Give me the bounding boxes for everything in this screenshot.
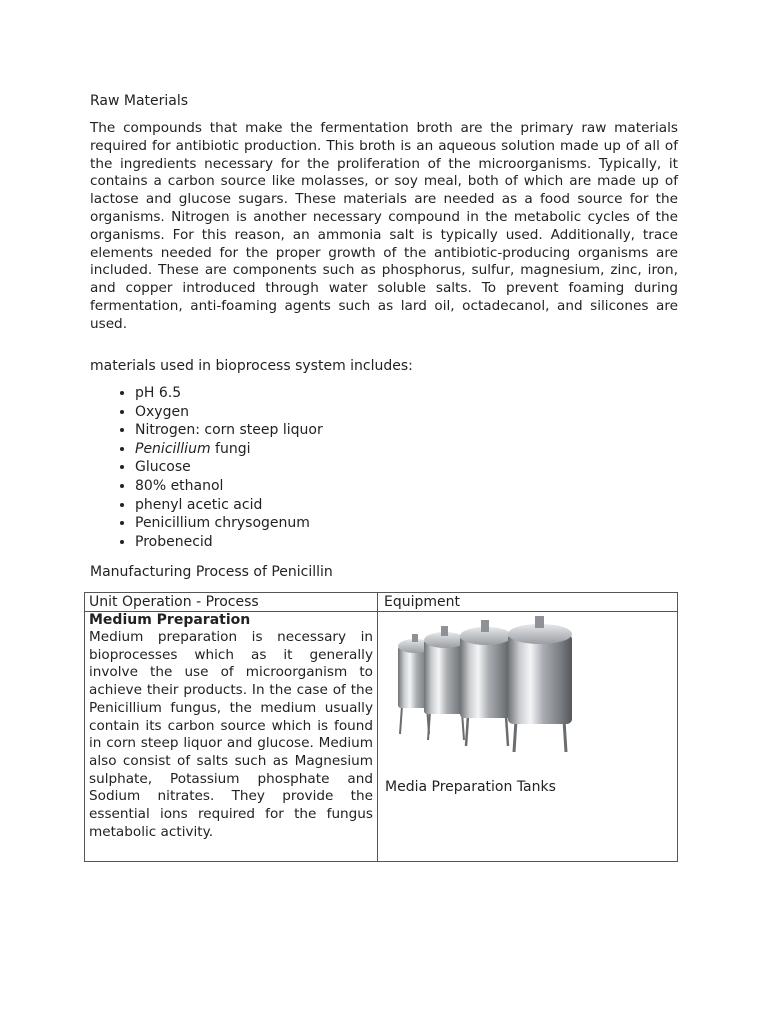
table-header-row bbox=[85, 593, 678, 612]
list-item: • Probenecid bbox=[135, 533, 323, 552]
list-item: • Nitrogen: corn steep liquor bbox=[135, 421, 323, 440]
step-title: Medium Preparation bbox=[89, 612, 251, 628]
list-item: • pH 6.5 bbox=[135, 384, 323, 403]
materials-list bbox=[90, 384, 323, 551]
penicillium-italic: Penicillium bbox=[135, 440, 211, 457]
fungi-suffix: fungi bbox=[210, 440, 251, 457]
process-cell bbox=[85, 612, 378, 862]
manufacturing-heading: Manufacturing Process of Penicillin bbox=[90, 564, 333, 580]
step-description: Medium preparation is necessary in bioprocesses which as it generally involve the use of microorganism to achieve their products. In the case of the Penicillium fungus, the medium usually contain its carbon source which is found in corn steep liquor and glucose. Medium also consist of salts such as Magnesium sulphate, Potassium phosphate and Sodium nitrates. They provide the essential ions required for the fungus metabolic activity. bbox=[89, 629, 373, 840]
materials-intro: materials used in bioprocess system includes: bbox=[90, 358, 413, 374]
stainless-tanks-image bbox=[392, 616, 578, 754]
raw-materials-paragraph: The compounds that make the fermentation broth are the primary raw materials required for antibiotic production. This broth is an aqueous solution made up of all of the ingredients necessary for the proliferation of the microorganisms. Typically, it contains a carbon source like molasses, or soy meal, both of which are made up of lactose and glucose sugars. These materials are needed as a food source for the organisms. Nitrogen is another necessary compound in the metabolic cycles of the organisms. For this reason, an ammonia salt is typically used. Additionally, trace elements needed for the proper growth of the antibiotic-producing organisms are included. These are components such as phosphorus, sulfur, magnesium, zinc, iron, and copper introduced through water soluble salts. To prevent foaming during fermentation, anti-foaming agents such as lard oil, octadecanol, and silicones are used. bbox=[90, 120, 678, 332]
table-row bbox=[85, 612, 678, 862]
list-item: • 80% ethanol bbox=[135, 477, 323, 496]
equipment-cell bbox=[378, 612, 678, 862]
list-item: • Penicillium chrysogenum bbox=[135, 514, 323, 533]
list-item bbox=[135, 440, 323, 459]
tank-4 bbox=[508, 616, 572, 752]
raw-materials-heading: Raw Materials bbox=[90, 93, 189, 109]
list-item: • phenyl acetic acid bbox=[135, 496, 323, 515]
col-header-process: Unit Operation - Process bbox=[85, 593, 378, 612]
equipment-label: Media Preparation Tanks bbox=[385, 779, 556, 795]
list-item: • Glucose bbox=[135, 458, 323, 477]
tank-2 bbox=[424, 626, 466, 740]
tank-3 bbox=[460, 620, 512, 746]
list-item: • Oxygen bbox=[135, 403, 323, 422]
process-table bbox=[84, 592, 678, 862]
col-header-equipment: Equipment bbox=[378, 593, 678, 612]
